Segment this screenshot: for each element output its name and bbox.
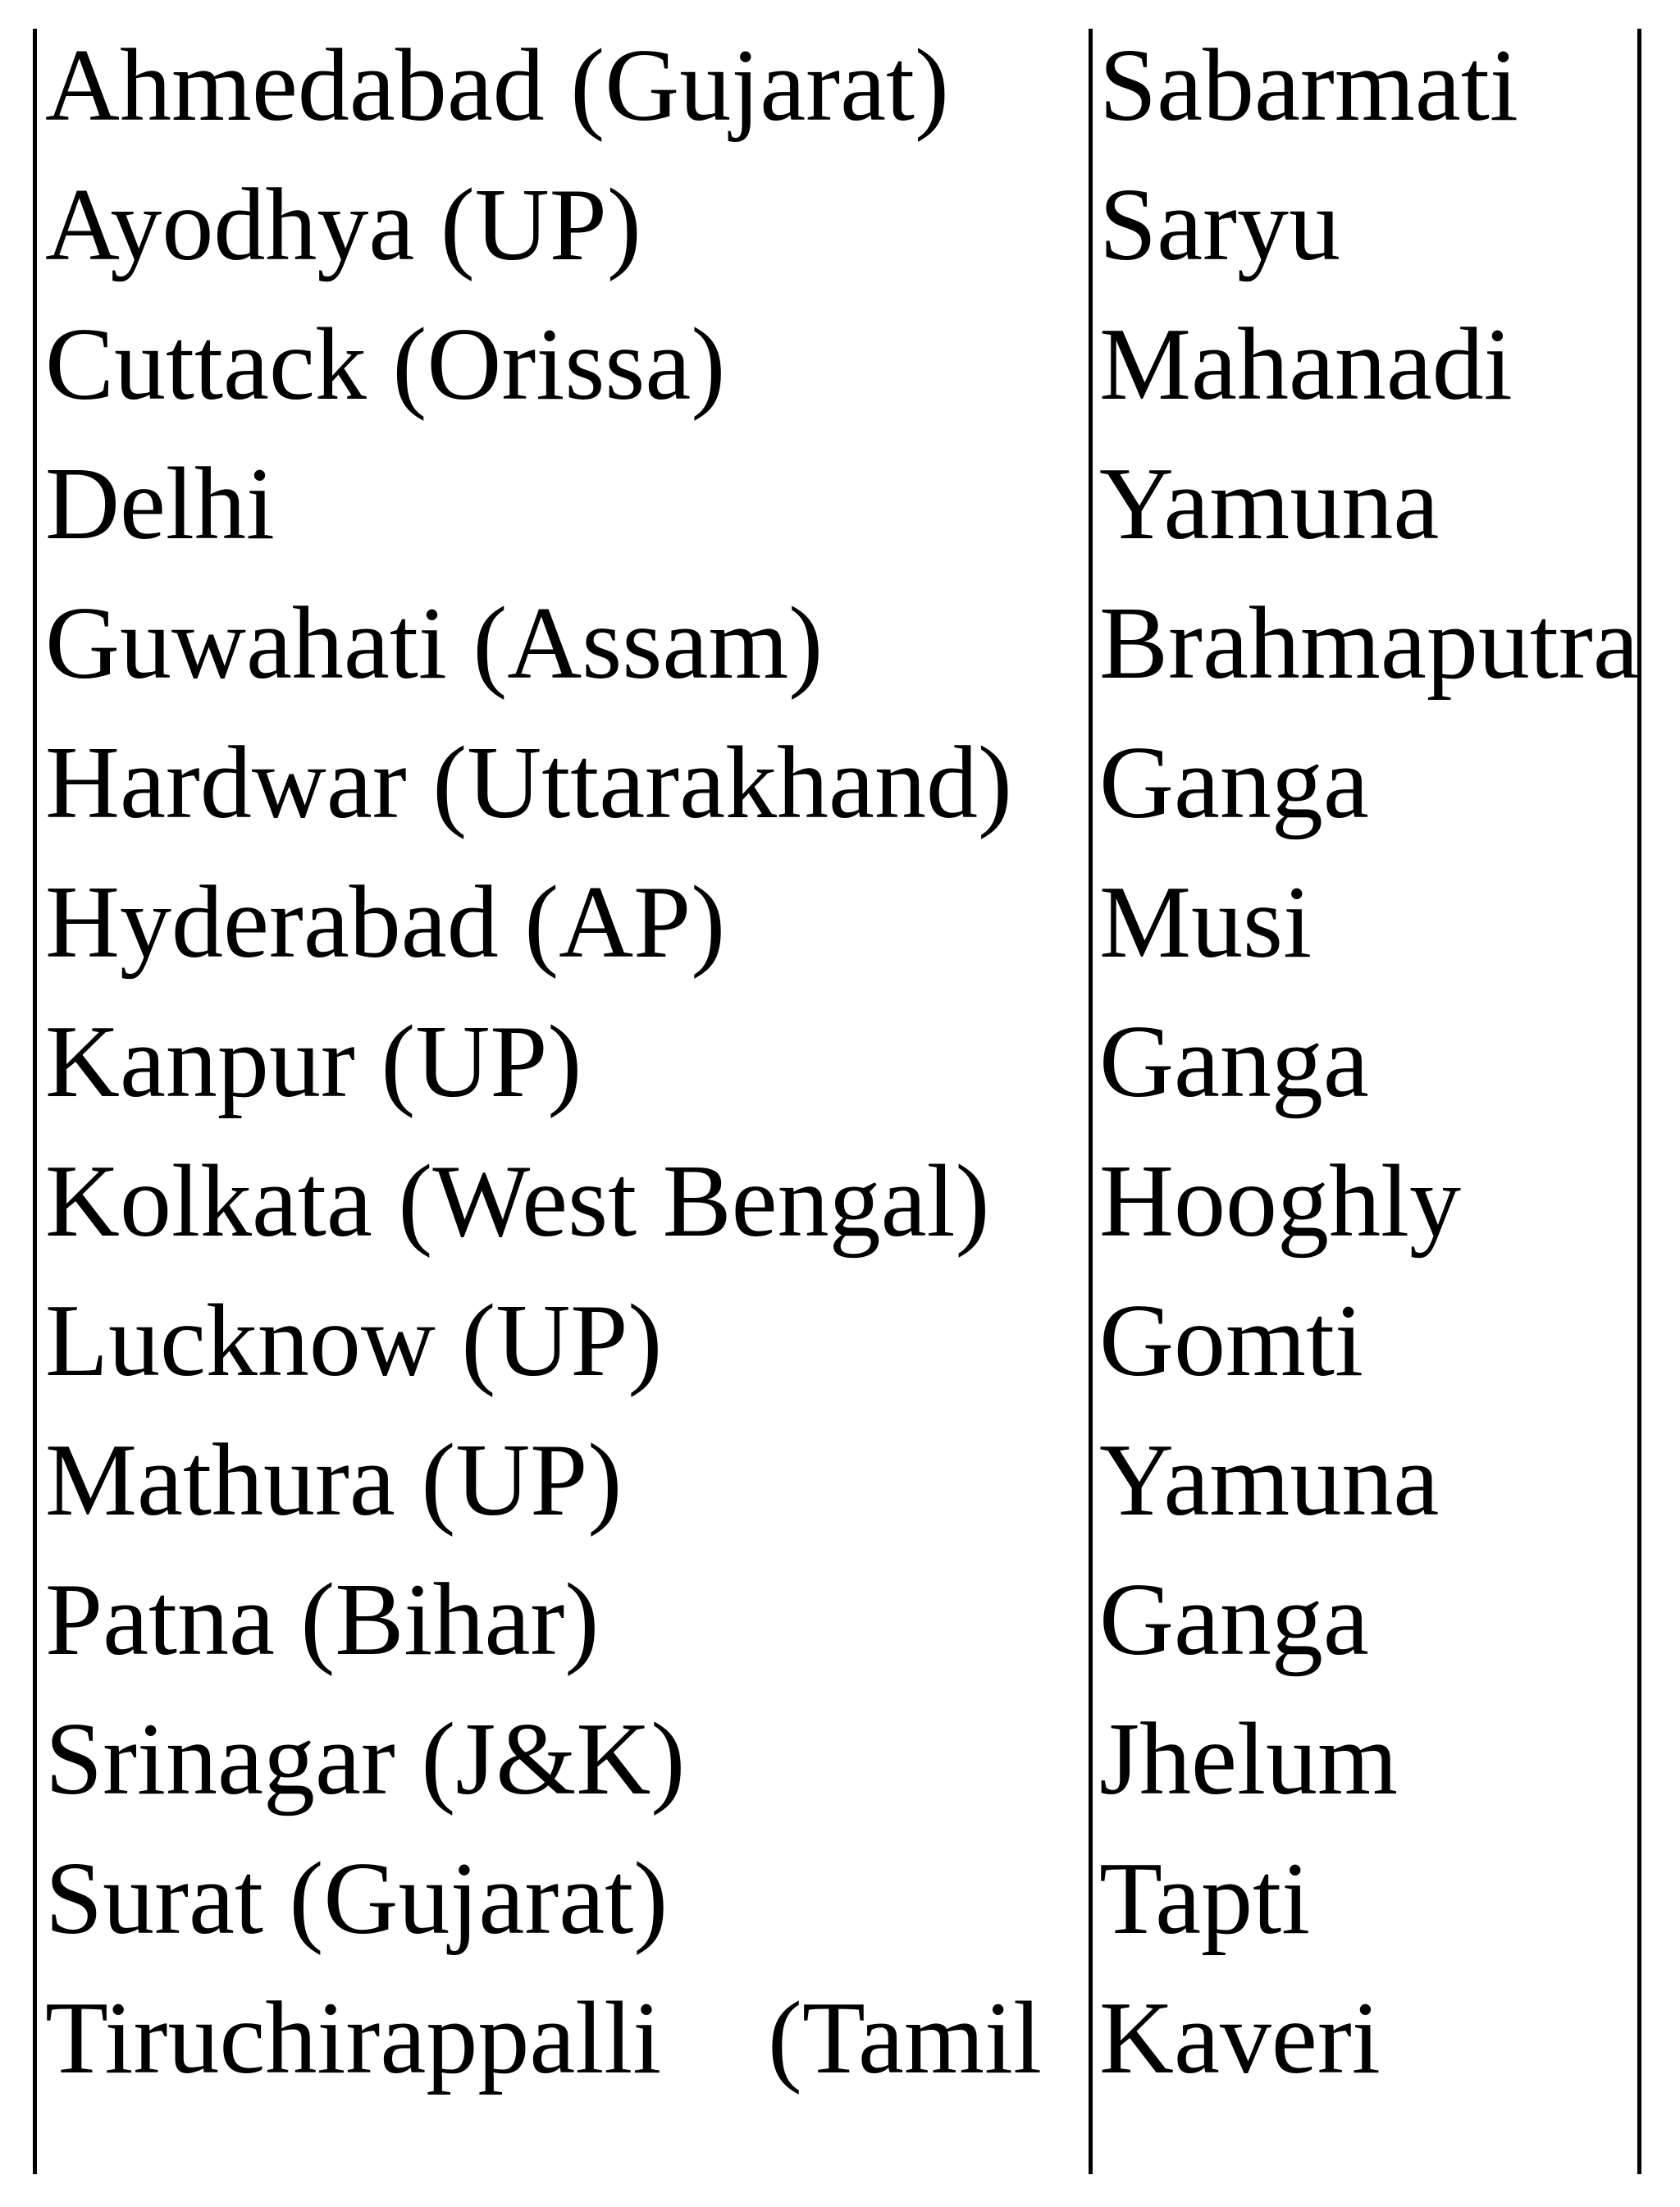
table-row <box>0 853 1680 993</box>
city-name-part: Tiruchirappalli <box>45 1981 662 2095</box>
river-cell: Brahmaputra <box>1099 587 1639 701</box>
river-cell: Yamuna <box>1099 1423 1440 1538</box>
table-row <box>0 1830 1680 1969</box>
table-row <box>0 16 1680 156</box>
city-cell: Hyderabad (AP) <box>45 866 726 980</box>
city-cell: Ahmedabad (Gujarat) <box>45 29 950 143</box>
table-row <box>0 295 1680 435</box>
table-row <box>0 1551 1680 1690</box>
river-cell: Tapti <box>1099 1842 1311 1956</box>
river-cell: Mahanadi <box>1099 308 1513 422</box>
city-cell: Kolkata (West Bengal) <box>45 1145 990 1259</box>
city-cell: Patna (Bihar) <box>45 1563 600 1677</box>
table-row <box>0 574 1680 714</box>
city-cell: Lucknow (UP) <box>45 1284 663 1398</box>
table-row <box>0 1411 1680 1551</box>
river-cell: Sabarmati <box>1099 29 1518 143</box>
table-row <box>0 1690 1680 1830</box>
city-cell: Delhi <box>45 447 275 561</box>
city-cell: Cuttack (Orissa) <box>45 308 726 422</box>
city-cell: Mathura (UP) <box>45 1423 623 1538</box>
river-cell: Jhelum <box>1099 1702 1398 1816</box>
table-row <box>0 1272 1680 1411</box>
river-cell: Ganga <box>1099 1563 1369 1677</box>
river-cell: Musi <box>1099 866 1312 980</box>
city-cell: Kanpur (UP) <box>45 1005 582 1119</box>
city-cell: Surat (Gujarat) <box>45 1842 669 1956</box>
city-cell: Srinagar (J&K) <box>45 1702 686 1816</box>
table-row <box>0 1132 1680 1272</box>
table-row <box>0 993 1680 1132</box>
table-row <box>0 156 1680 295</box>
city-cell: Hardwar (Uttarakhand) <box>45 726 1012 840</box>
table-row <box>0 1969 1680 2109</box>
city-cell: Guwahati (Assam) <box>45 587 824 701</box>
table-row <box>0 435 1680 574</box>
river-cell: Ganga <box>1099 726 1369 840</box>
river-cell: Ganga <box>1099 1005 1369 1119</box>
city-state-part: (Tamil <box>767 1981 1042 2095</box>
river-cell: Saryu <box>1099 168 1340 282</box>
river-cell: Kaveri <box>1099 1981 1381 2095</box>
city-cell <box>45 1969 1042 2109</box>
river-cell: Gomti <box>1099 1284 1364 1398</box>
river-cell: Yamuna <box>1099 447 1440 561</box>
city-cell: Ayodhya (UP) <box>45 168 641 282</box>
table-row <box>0 714 1680 853</box>
river-cell: Hooghly <box>1099 1145 1461 1259</box>
